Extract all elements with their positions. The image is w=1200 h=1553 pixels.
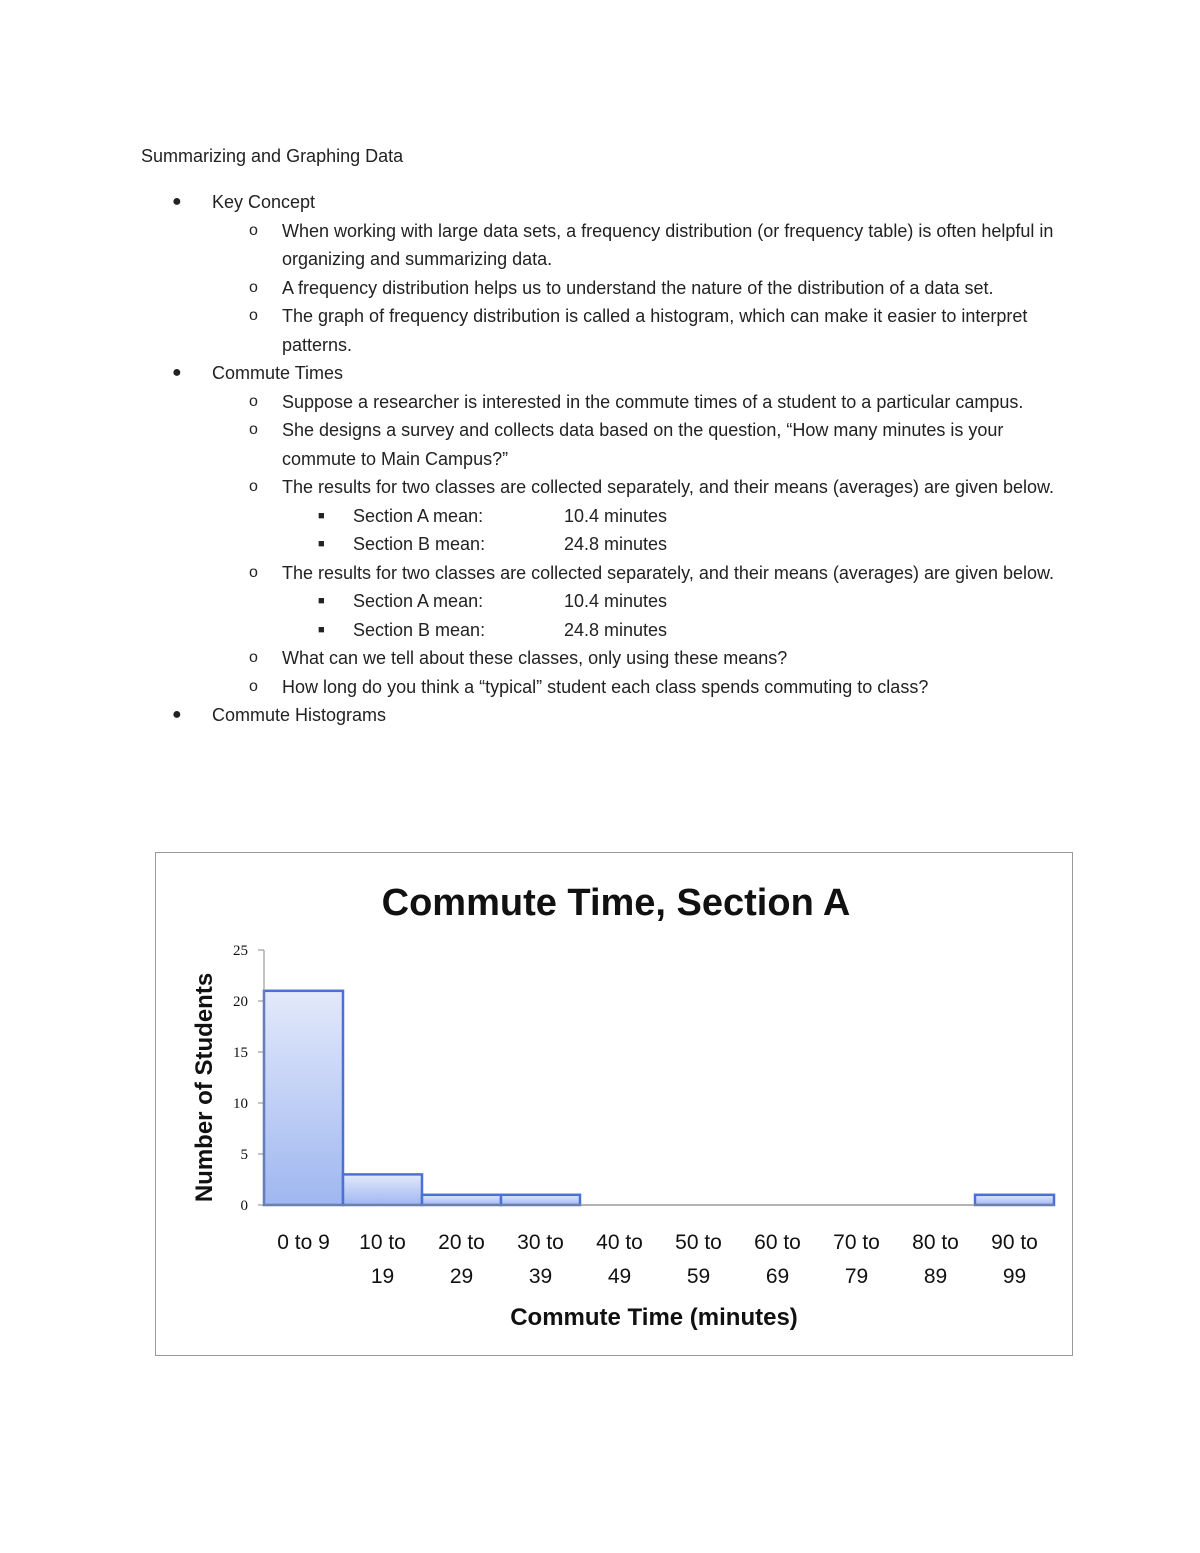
bullet-circle-icon: o <box>249 421 258 438</box>
y-tick-label: 20 <box>233 994 248 1010</box>
bullet-dot-icon: ● <box>172 706 182 723</box>
histogram-svg <box>156 853 1074 1357</box>
x-axis-label: Commute Time (minutes) <box>510 1304 798 1331</box>
item-text: The results for two classes are collected separately, and their means (averages) are given below. <box>282 562 1055 583</box>
x-category-label: 79 <box>844 1265 869 1288</box>
y-tick-label: 10 <box>233 1096 248 1112</box>
bullet-circle-icon: o <box>249 478 258 495</box>
bullet-circle-icon: o <box>249 649 258 666</box>
x-category-label: 89 <box>923 1265 948 1288</box>
outline-item <box>0 644 1072 673</box>
x-category-label: 19 <box>370 1265 395 1288</box>
item-text: She designs a survey and collects data based on the question, “How many minutes is your commute to Main Campus?” <box>282 420 1004 469</box>
bullet-circle-icon: o <box>249 677 258 695</box>
outline-item <box>0 388 1072 417</box>
bullet-circle-icon: o <box>249 221 258 239</box>
mean-value: 10.4 minutes <box>564 591 668 611</box>
item-text: The graph of frequency distribution is called a histogram, which can make it easier to interpret patterns. <box>282 306 1028 355</box>
outline-item <box>0 274 1072 303</box>
x-category-label: 0 to 9 <box>277 1231 330 1254</box>
histogram-bar <box>264 991 343 1205</box>
bullet-circle-icon: o <box>249 563 258 581</box>
item-text: When working with large data sets, a frequency distribution (or frequency table) is often helpful in organizing and summarizing data. <box>282 220 1054 269</box>
bullet-circle-icon: o <box>249 307 258 324</box>
y-tick-label: 15 <box>233 1045 248 1061</box>
mean-value: 24.8 minutes <box>564 619 668 640</box>
outline-item <box>0 473 1072 502</box>
outline-subitem <box>0 616 1073 645</box>
x-category-label: 39 <box>528 1265 553 1288</box>
bullet-square-icon: ■ <box>318 595 325 607</box>
item-text: A frequency distribution helps us to understand the nature of the distribution of a data set. <box>282 277 994 298</box>
x-category-label: 40 to <box>596 1231 643 1254</box>
y-tick-label: 25 <box>233 943 248 959</box>
mean-value: 10.4 minutes <box>564 505 668 526</box>
bullet-dot-icon: ● <box>172 193 182 210</box>
x-category-label: 30 to <box>517 1231 564 1254</box>
x-category-label: 50 to <box>675 1231 722 1254</box>
outline-subitem <box>0 530 1073 559</box>
outline-item <box>0 217 1072 274</box>
outline-list <box>0 188 1200 730</box>
mean-label: Section A mean: <box>353 591 484 611</box>
item-text: Suppose a researcher is interested in the commute times of a student to a particular campus. <box>282 391 1024 412</box>
x-category-label: 99 <box>1002 1265 1027 1288</box>
heading-text: Key Concept <box>212 192 316 212</box>
x-category-label: 80 to <box>912 1231 959 1254</box>
y-tick-label: 0 <box>240 1198 248 1214</box>
outline-item <box>0 416 1072 473</box>
outline-subitem <box>0 587 1073 616</box>
page-title: Summarizing and Graphing Data <box>141 146 404 166</box>
outline-heading <box>0 701 1092 730</box>
heading-text: Commute Histograms <box>212 705 387 725</box>
y-tick-label: 5 <box>240 1147 248 1163</box>
bullet-dot-icon: ● <box>172 364 182 381</box>
x-category-label: 29 <box>449 1265 474 1288</box>
outline-item <box>0 302 1072 359</box>
histogram-chart <box>155 852 1073 1356</box>
histogram-bar <box>343 1174 422 1205</box>
mean-label: Section B mean: <box>353 619 486 640</box>
mean-label: Section A mean: <box>353 505 484 526</box>
histogram-bar <box>975 1195 1054 1205</box>
x-category-label: 10 to <box>359 1231 406 1254</box>
x-category-label: 20 to <box>438 1231 485 1254</box>
y-axis-label: Number of Students <box>191 972 218 1203</box>
bullet-circle-icon: o <box>249 278 258 296</box>
item-text: What can we tell about these classes, only using these means? <box>282 648 788 668</box>
outline-heading <box>0 359 1092 388</box>
x-category-label: 59 <box>686 1265 711 1288</box>
mean-value: 24.8 minutes <box>564 534 668 554</box>
heading-text: Commute Times <box>212 363 344 383</box>
x-category-label: 49 <box>607 1265 632 1288</box>
outline-item <box>0 559 1072 588</box>
chart-title: Commute Time, Section A <box>381 882 851 924</box>
mean-label: Section B mean: <box>353 534 486 554</box>
x-category-label: 69 <box>765 1265 790 1288</box>
bullet-square-icon: ■ <box>318 623 325 636</box>
outline-heading <box>0 188 1092 217</box>
histogram-bar <box>422 1195 501 1205</box>
bullet-circle-icon: o <box>249 392 258 410</box>
histogram-bar <box>501 1195 580 1205</box>
item-text: How long do you think a “typical” student each class spends commuting to class? <box>282 676 929 697</box>
outline-subitem <box>0 502 1073 531</box>
bullet-square-icon: ■ <box>318 509 325 522</box>
item-text: The results for two classes are collected separately, and their means (averages) are given below. <box>282 477 1055 497</box>
x-category-label: 70 to <box>833 1231 880 1254</box>
x-category-label: 90 to <box>991 1231 1038 1254</box>
x-category-label: 60 to <box>754 1231 801 1254</box>
outline-item <box>0 673 1072 702</box>
bullet-square-icon: ■ <box>318 538 325 550</box>
